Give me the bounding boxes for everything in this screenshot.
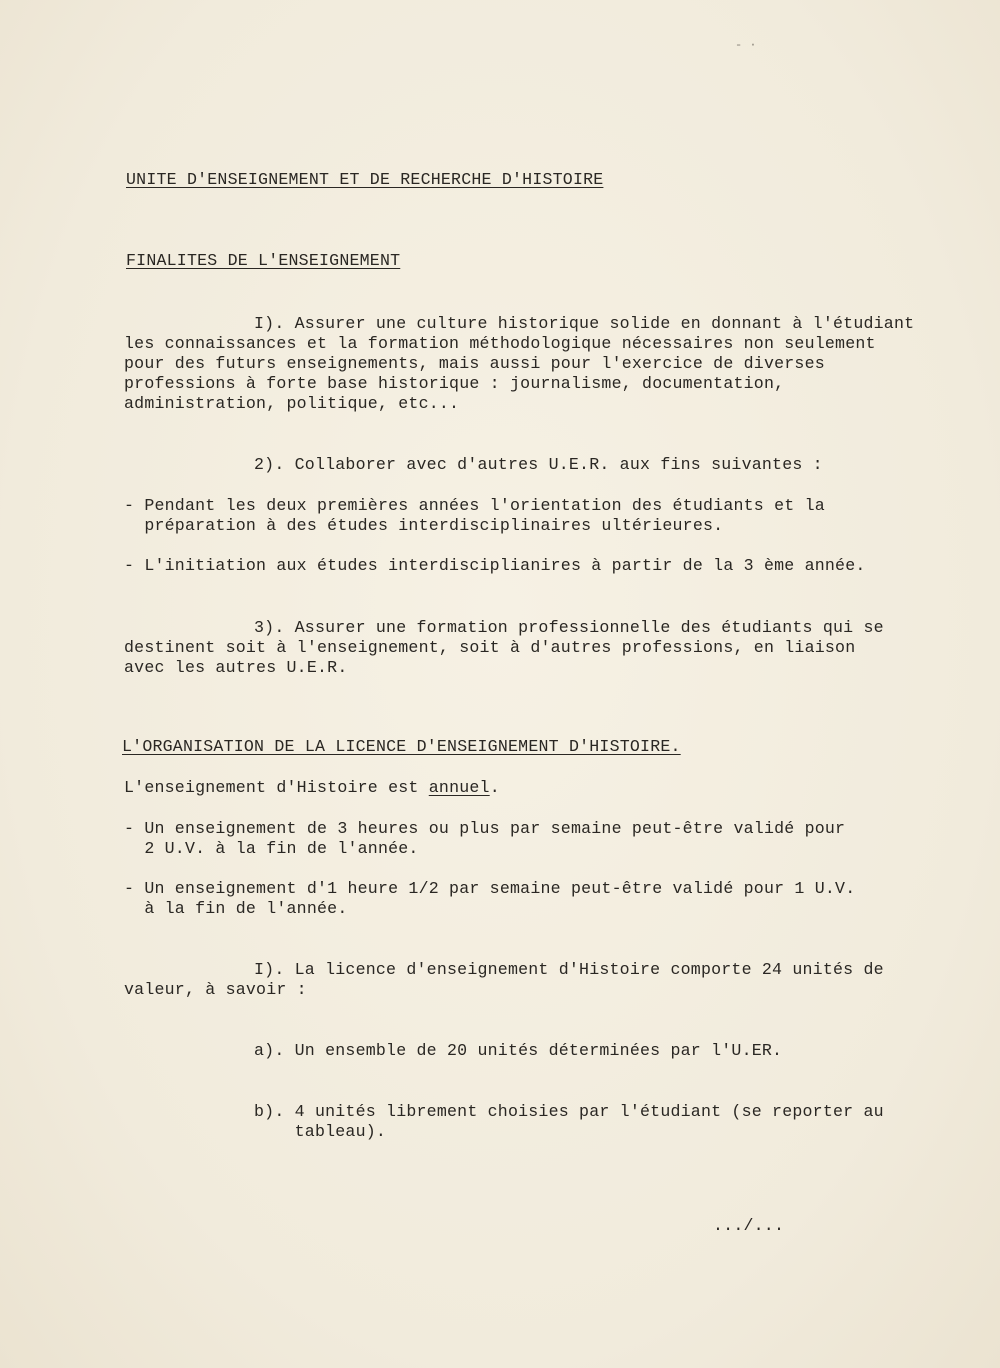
finalite-2-item-1-line-2: préparation à des études interdisciplinaires ultérieures. [124, 516, 724, 535]
intro-prefix: L'enseignement d'Histoire est [124, 778, 429, 797]
page-continuation: .../... [713, 1216, 785, 1235]
finalite-1-line-5: administration, politique, etc... [124, 394, 460, 413]
finalite-3-line-2: destinent soit à l'enseignement, soit à d'autres professions, en liaison [124, 638, 856, 657]
finalite-1-line-1: I). Assurer une culture historique solide en donnant à l'étudiant [254, 314, 915, 333]
organisation-intro [124, 778, 500, 798]
heading-organisation: L'ORGANISATION DE LA LICENCE D'ENSEIGNEMENT D'HISTOIRE. [122, 737, 681, 756]
finalite-2-item-1-line-1: - Pendant les deux premières années l'orientation des étudiants et la [124, 496, 825, 515]
document-title: UNITE D'ENSEIGNEMENT ET DE RECHERCHE D'HISTOIRE [126, 170, 604, 189]
finalite-3-line-3: avec les autres U.E.R. [124, 658, 348, 677]
intro-suffix: . [489, 778, 500, 797]
organisation-item-2-line-1: - Un enseignement d'1 heure 1/2 par semaine peut-être validé pour 1 U.V. [124, 879, 856, 898]
finalite-1-line-4: professions à forte base historique : journalisme, documentation, [124, 374, 785, 393]
heading-finalites: FINALITES DE L'ENSEIGNEMENT [126, 251, 401, 270]
organisation-item-1-line-1: - Un enseignement de 3 heures ou plus par semaine peut-être validé pour [124, 819, 846, 838]
licence-line-2: valeur, à savoir : [124, 980, 307, 999]
intro-annuel: annuel [428, 778, 490, 797]
ink-speck: - · [735, 38, 757, 52]
finalite-2: 2). Collaborer avec d'autres U.E.R. aux fins suivantes : [254, 455, 823, 474]
finalite-3-line-1: 3). Assurer une formation professionnelle des étudiants qui se [254, 618, 884, 637]
finalite-1-line-2: les connaissances et la formation méthodologique nécessaires non seulement [124, 334, 876, 353]
licence-item-a: a). Un ensemble de 20 unités déterminées par l'U.ER. [254, 1041, 783, 1060]
licence-item-b-line-1: b). 4 unités librement choisies par l'étudiant (se reporter au [254, 1102, 884, 1121]
finalite-2-item-2: - L'initiation aux études interdisciplianires à partir de la 3 ème année. [124, 556, 866, 575]
organisation-item-2-line-2: à la fin de l'année. [124, 899, 348, 918]
licence-line-1: I). La licence d'enseignement d'Histoire comporte 24 unités de [254, 960, 884, 979]
organisation-item-1-line-2: 2 U.V. à la fin de l'année. [124, 839, 419, 858]
licence-item-b-line-2: tableau). [254, 1122, 387, 1141]
finalite-1-line-3: pour des futurs enseignements, mais aussi pour l'exercice de diverses [124, 354, 825, 373]
